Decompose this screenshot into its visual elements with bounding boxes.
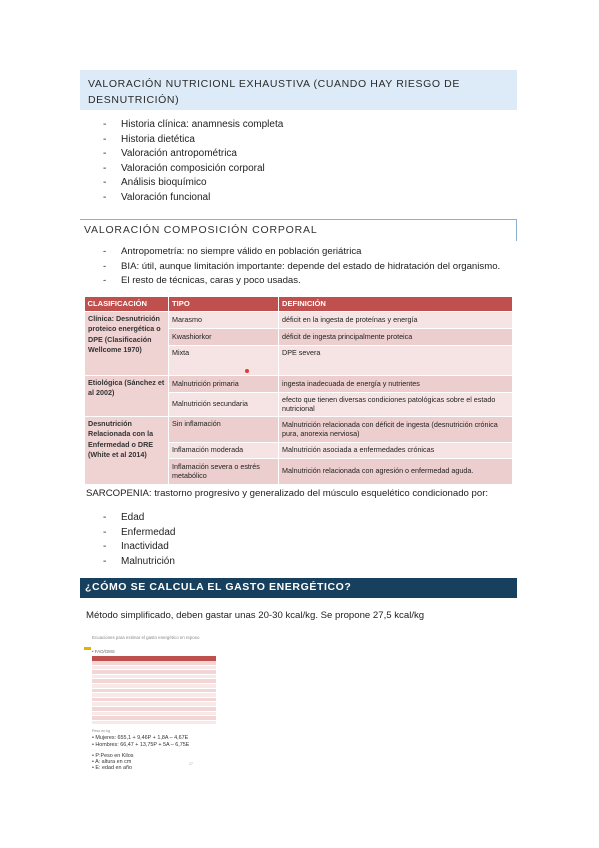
definicion-cell: ingesta inadecuada de energía y nutrientes — [279, 375, 513, 392]
tipo-cell: Malnutrición secundaria — [169, 392, 279, 416]
section-title-valoracion-nutricional — [80, 70, 517, 110]
list-item: - Valoración antropométrica — [103, 147, 283, 162]
equations-slide-image — [84, 634, 216, 769]
slide-note: Peso en kg — [92, 729, 110, 733]
list-item: - Enfermedad — [103, 526, 175, 541]
list-item: - Historia dietética — [103, 133, 283, 148]
slide-title: Ecuaciones para estimar el gasto energético en reposo — [92, 635, 200, 640]
section-title-line-1: VALORACIÓN NUTRICIONL EXHAUSTIVA (CUANDO HAY RIESGO DE — [88, 78, 460, 90]
slide-formula-hombres: • Hombres: 66,47 + 13,75P + 5A – 6,75E — [92, 742, 190, 748]
definicion-cell: déficit en la ingesta de proteínas y energía — [279, 311, 513, 328]
section-title-composicion-corporal: VALORACIÓN COMPOSICIÓN CORPORAL — [80, 219, 517, 241]
clasificacion-table — [84, 297, 513, 485]
definicion-cell: efecto que tienen diversas condiciones patológicas sobre el estado nutricional — [279, 392, 513, 416]
section-title-line-2: DESNUTRICIÓN) — [88, 94, 180, 106]
slide-table-row — [92, 721, 216, 726]
slide-legend-altura: • A: altura en cm — [92, 759, 132, 765]
tipo-cell: Inflamación moderada — [169, 442, 279, 458]
header-tipo: TIPO — [169, 297, 279, 311]
slide-formula-mujeres: • Mujeres: 655,1 + 9,46P + 1,8A – 4,67E — [92, 735, 189, 741]
annotation-dot-icon — [245, 369, 249, 373]
sarcopenia-text: SARCOPENIA: trastorno progresivo y generalizado del músculo esquelético condicionado por: — [86, 488, 489, 499]
definicion-cell: Malnutrición relacionada con déficit de ingesta (desnutrición crónica pura, anorexia nerviosa) — [279, 416, 513, 442]
tipo-cell: Kwashiorkor — [169, 328, 279, 345]
metodo-text: Método simplificado, deben gastar unas 20-30 kcal/kg. Se propone 27,5 kcal/kg — [86, 610, 425, 621]
slide-bullet-bar — [84, 647, 91, 650]
list-item: - Valoración funcional — [103, 191, 283, 206]
list-item: - Malnutrición — [103, 555, 175, 570]
category-cell: Desnutrición Relacionada con la Enfermedad o DRE (White et al 2014) — [85, 416, 169, 484]
list-item: - BIA: útil, aunque limitación importante: depende del estado de hidratación del organismo. — [103, 260, 500, 275]
tipo-cell: Marasmo — [169, 311, 279, 328]
section-title-gasto-energetico: ¿CÓMO SE CALCULA EL GASTO ENERGÉTICO? — [80, 578, 517, 598]
category-cell: Etiológica (Sánchez et al 2002) — [85, 375, 169, 416]
list-item: - El resto de técnicas, caras y poco usadas. — [103, 274, 500, 289]
table-row — [85, 311, 513, 328]
composicion-list — [103, 245, 500, 289]
definicion-cell: déficit de ingesta principalmente proteica — [279, 328, 513, 345]
slide-table — [92, 661, 216, 725]
definicion-cell: Malnutrición relacionada con agresión o enfermedad aguda. — [279, 458, 513, 484]
tipo-cell: Malnutrición primaria — [169, 375, 279, 392]
slide-page-number: 27 — [189, 762, 193, 766]
header-clasificacion: CLASIFICACIÓN — [85, 297, 169, 311]
slide-legend-edad: • E: edad en año — [92, 765, 132, 769]
valoracion-list — [103, 118, 283, 206]
list-item: - Historia clínica: anamnesis completa — [103, 118, 283, 133]
slide-legend-peso: • P:Peso en Kilos — [92, 753, 134, 759]
definicion-cell: Malnutrición asociada a enfermedades crónicas — [279, 442, 513, 458]
sarcopenia-list — [103, 511, 175, 570]
tipo-cell: Inflamación severa o estrés metabólico — [169, 458, 279, 484]
list-item: - Edad — [103, 511, 175, 526]
list-item: - Inactividad — [103, 540, 175, 555]
tipo-cell: Sin inflamación — [169, 416, 279, 442]
table-row — [85, 375, 513, 392]
slide-subtitle: • FAO/OMS — [92, 649, 115, 654]
table-row — [85, 416, 513, 442]
tipo-cell: Mixta — [169, 345, 279, 375]
table-header-row — [85, 297, 513, 311]
list-item: - Valoración composición corporal — [103, 162, 283, 177]
category-cell: Clínica: Desnutrición proteico energética o DPE (Clasificación Wellcome 1970) — [85, 311, 169, 375]
header-definicion: DEFINICIÓN — [279, 297, 513, 311]
list-item: - Antropometría: no siempre válido en población geriátrica — [103, 245, 500, 260]
definicion-cell: DPE severa — [279, 345, 513, 375]
list-item: - Análisis bioquímico — [103, 176, 283, 191]
